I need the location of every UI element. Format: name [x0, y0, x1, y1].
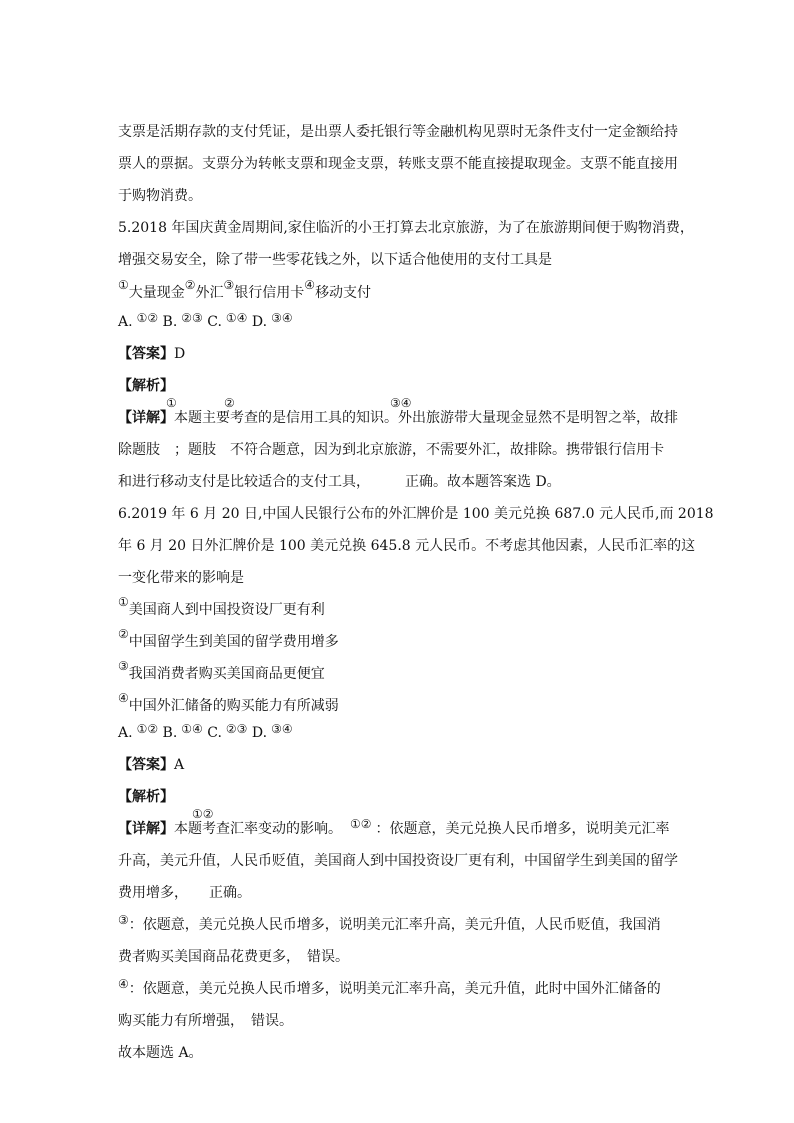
detail-text: 本题主要考查的是信用工具的知识。外出旅游带大量现金显然不是明智之举，故排: [174, 410, 678, 426]
option-mark: ④: [118, 691, 129, 705]
option-mark: ①: [118, 595, 129, 609]
question-6-option: [118, 691, 678, 718]
detail-mark: ②: [224, 396, 235, 410]
choice-label: C.: [207, 314, 222, 330]
option-text: 银行信用卡: [234, 285, 305, 301]
choice-marks: ②③: [225, 722, 248, 736]
option-mark: ①: [118, 278, 129, 292]
question-5-stem: 5.2018 年国庆黄金周期间,家住临沂的小王打算去北京旅游，为了在旅游期间便于购物消费，: [118, 220, 694, 236]
option-text: 外汇: [195, 285, 224, 301]
question-5-stem: 增强交易安全，除了带一些零花钱之外，以下适合他使用的支付工具是: [118, 252, 552, 268]
answer-label: 【答案】: [118, 757, 174, 773]
detail-text: ：依题意，美元兑换人民币增多，说明美元汇率升高，美元升值，人民币贬值，我国消: [128, 917, 661, 933]
question-6-stem: 一变化带来的影响是: [118, 570, 244, 586]
answer-value: D: [174, 346, 186, 362]
option-mark: ③: [118, 659, 129, 673]
question-6-detail: [118, 978, 678, 1001]
choice-label: C.: [207, 725, 222, 741]
option-mark: ②: [118, 627, 129, 641]
option-mark: ④: [304, 278, 316, 292]
detail-mark: ④: [118, 977, 129, 991]
question-5-answer: [118, 343, 678, 366]
choice-marks: ②③: [181, 311, 203, 325]
choice-marks: ①②: [136, 311, 159, 325]
choice-label: A.: [118, 725, 133, 741]
answer-label: 【答案】: [118, 346, 174, 362]
question-6-detail: 购买能力有所增强， 错误。: [118, 1013, 293, 1029]
detail-mark: ③④: [390, 396, 412, 410]
question-5-detail: 除题肢 ；题肢 不符合题意，因为到北京旅游，不需要外汇，故排除。携带银行信用卡: [118, 442, 664, 458]
choice-marks: ①②: [136, 722, 159, 736]
option-mark: ②: [184, 278, 196, 292]
analysis-label: 【解析】: [118, 789, 174, 805]
question-6-option: [118, 595, 678, 622]
option-mark: ③: [223, 278, 235, 292]
detail-mark: ③: [118, 913, 129, 927]
question-6-detail: 升高，美元升值，人民币贬值，美国商人到中国投资设厂更有利，中国留学生到美国的留学: [118, 853, 678, 869]
choice-marks: ①④: [225, 311, 248, 325]
detail-text: 本题考查汇率变动的影响。: [174, 821, 342, 837]
text-line: 于购物消费。: [118, 188, 202, 204]
text-line: 票人的票据。支票分为转帐支票和现金支票，转账支票不能直接提取现金。支票不能直接用: [118, 156, 678, 172]
detail-label: 【详解】: [118, 821, 174, 837]
question-5-detail: [118, 396, 678, 430]
question-6-detail: 费用增多， 正确。: [118, 885, 251, 901]
question-6-stem: 年 6 月 20 日外汇牌价是 100 美元兑换 645.8 元人民币。不考虑其他因素，人民币汇率的这: [118, 538, 696, 554]
question-6-detail: [118, 914, 678, 937]
option-text: 移动支付: [315, 285, 372, 301]
choice-label: A.: [118, 314, 133, 330]
question-5-detail: 和进行移动支付是比较适合的支付工具， 正确。故本题答案选 D。: [118, 474, 561, 490]
choice-label: D.: [251, 314, 268, 330]
choice-label: D.: [251, 725, 268, 741]
detail-mark: ①②: [192, 807, 214, 821]
question-6-detail: 费者购买美国商品花费更多， 错误。: [118, 949, 349, 965]
detail-text: ：依题意，美元兑换人民币增多，说明美元汇率升高，美元升值，此时中国外汇储备的: [128, 981, 661, 997]
choice-marks: ①④: [181, 722, 203, 736]
question-6-answer: [118, 754, 678, 777]
choice-label: B.: [162, 314, 178, 330]
answer-value: A: [174, 757, 185, 773]
question-6-conclusion: 故本题选 A。: [118, 1045, 203, 1061]
detail-label: 【详解】: [118, 410, 174, 426]
choice-marks: ③④: [271, 722, 293, 736]
option-text: 美国商人到中国投资设厂更有利: [128, 602, 325, 618]
detail-mark: ①: [166, 396, 177, 410]
question-6-option: [118, 627, 678, 654]
text-line: 支票是活期存款的支付凭证，是出票人委托银行等金融机构见票时无条件支付一定金额给持: [118, 124, 678, 140]
document-page: [118, 121, 714, 1065]
detail-text: ：依题意，美元兑换人民币增多，说明美元汇率: [375, 821, 670, 837]
analysis-label: 【解析】: [118, 378, 174, 394]
option-text: 中国外汇储备的购买能力有所减弱: [128, 698, 339, 714]
question-5-options: [118, 278, 678, 305]
question-6-stem: 6.2019 年 6 月 20 日,中国人民银行公布的外汇牌价是 100 美元兑换 687.0 元人民币,而 2018: [118, 506, 714, 522]
choice-label: B.: [162, 725, 178, 741]
choice-marks: ③④: [271, 311, 293, 325]
question-6-option: [118, 659, 678, 686]
option-text: 中国留学生到美国的留学费用增多: [128, 634, 339, 650]
question-6-detail: [118, 807, 678, 841]
option-text: 大量现金: [128, 285, 185, 301]
question-6-choices: [118, 722, 678, 745]
option-text: 我国消费者购买美国商品更便宜: [128, 666, 325, 682]
question-5-choices: [118, 311, 678, 334]
detail-mark: ①②: [350, 817, 372, 831]
